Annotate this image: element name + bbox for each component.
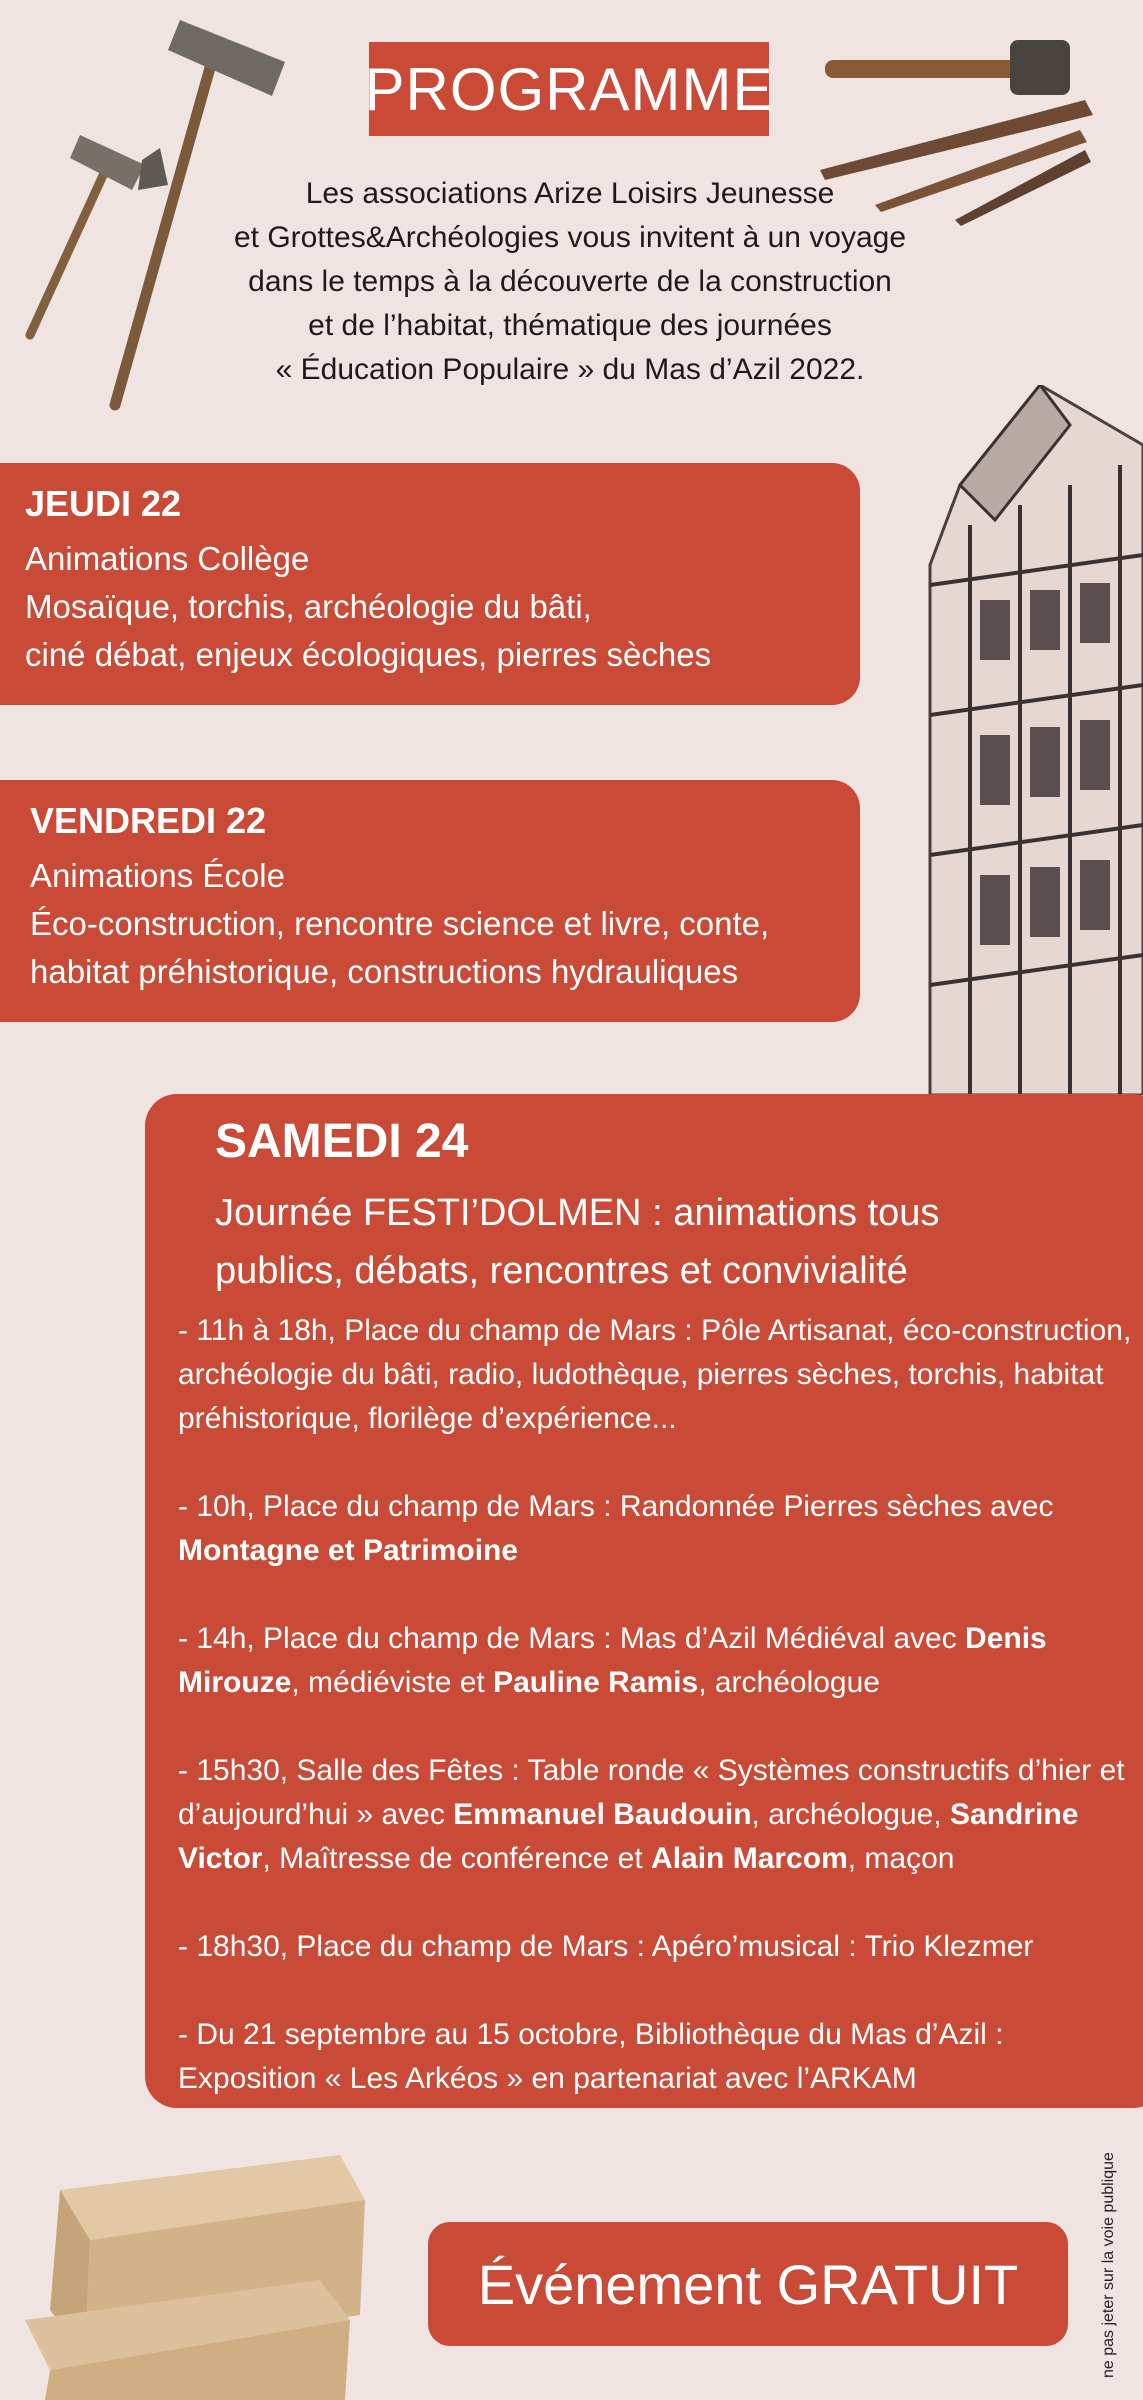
intro-paragraph — [200, 172, 940, 392]
speaker-name: Alain Marcom — [651, 1842, 848, 1875]
vendredi-line: Animations École — [30, 857, 285, 894]
speaker-name: Pauline Ramis — [493, 1666, 699, 1699]
jeudi-title: JEUDI 22 — [25, 483, 182, 524]
vendredi-title: VENDREDI 22 — [30, 800, 267, 841]
organizer-name: Montagne et Patrimoine — [178, 1534, 519, 1567]
vendredi-line: Éco-construction, rencontre science et livre, conte, — [30, 905, 770, 942]
samedi-subtitle-line: Journée FESTI’DOLMEN : animations tous — [215, 1192, 940, 1234]
intro-line: dans le temps à la découverte de la construction — [248, 265, 892, 298]
samedi-title: SAMEDI 24 — [215, 1115, 469, 1168]
free-event-box — [428, 2222, 1068, 2346]
intro-line: et Grottes&Archéologies vous invitent à un voyage — [233, 221, 907, 254]
side-note: ne pas jeter sur la voie publique — [1100, 2152, 1117, 2378]
free-event-label: Événement GRATUIT — [477, 2252, 1019, 2316]
speaker-name: Sandrine Victor — [178, 1798, 1079, 1875]
page-title: PROGRAMME — [364, 55, 774, 123]
samedi-card — [145, 1094, 1143, 2108]
vendredi-line: habitat préhistorique, constructions hydrauliques — [30, 953, 739, 990]
jeudi-card — [0, 463, 860, 705]
programme-title-box — [364, 42, 774, 136]
program-item: - 14h, Place du champ de Mars : Mas d’Azil Médiéval avec Denis Mirouze, médiéviste et Pauline Ramis, archéologue — [178, 1622, 1047, 1699]
half-timbered-house-illustration — [920, 385, 1143, 1095]
speaker-name: Denis Mirouze — [178, 1622, 1047, 1699]
speaker-name: Emmanuel Baudouin — [453, 1798, 752, 1831]
intro-line: et de l’habitat, thématique des journées — [308, 309, 832, 342]
samedi-program-list — [178, 1309, 1138, 2145]
vendredi-card — [0, 780, 860, 1022]
program-item: - 15h30, Salle des Fêtes : Table ronde « Systèmes constructifs d’hier et d’aujourd’hui » avec Emmanuel Baudouin, archéologue, Sandrine Victor, Maîtresse de conférence et Alain Marcom, maçon — [178, 1754, 1125, 1875]
intro-line: « Éducation Populaire » du Mas d’Azil 2022. — [275, 353, 865, 386]
samedi-subtitle-line: publics, débats, rencontres et convivialité — [215, 1250, 908, 1292]
jeudi-line: ciné débat, enjeux écologiques, pierres sèches — [25, 636, 712, 673]
brick-icon — [25, 2155, 365, 2400]
intro-line: Les associations Arize Loisirs Jeunesse — [305, 177, 835, 210]
program-item: - 10h, Place du champ de Mars : Randonnée Pierres sèches avec Montagne et Patrimoine — [178, 1490, 1054, 1567]
jeudi-line: Animations Collège — [25, 540, 310, 577]
samedi-subtitle — [215, 1184, 1015, 1300]
earth-bricks-illustration — [20, 2130, 390, 2400]
hammer-icon — [825, 40, 1070, 95]
program-item: - 11h à 18h, Place du champ de Mars : Pôle Artisanat, éco-construction, archéologie du bâti, radio, ludothèque, pierres sèches, torchis, habitat préhistorique, florilège d’expérience... — [178, 1314, 1132, 1435]
program-item: - Du 21 septembre au 15 octobre, Bibliothèque du Mas d’Azil : Exposition « Les Arkéos » en partenariat avec l’ARKAM — [178, 2018, 1004, 2095]
jeudi-line: Mosaïque, torchis, archéologie du bâti, — [25, 588, 592, 625]
program-item: - 18h30, Place du champ de Mars : Apéro’musical : Trio Klezmer — [178, 1930, 1034, 1963]
